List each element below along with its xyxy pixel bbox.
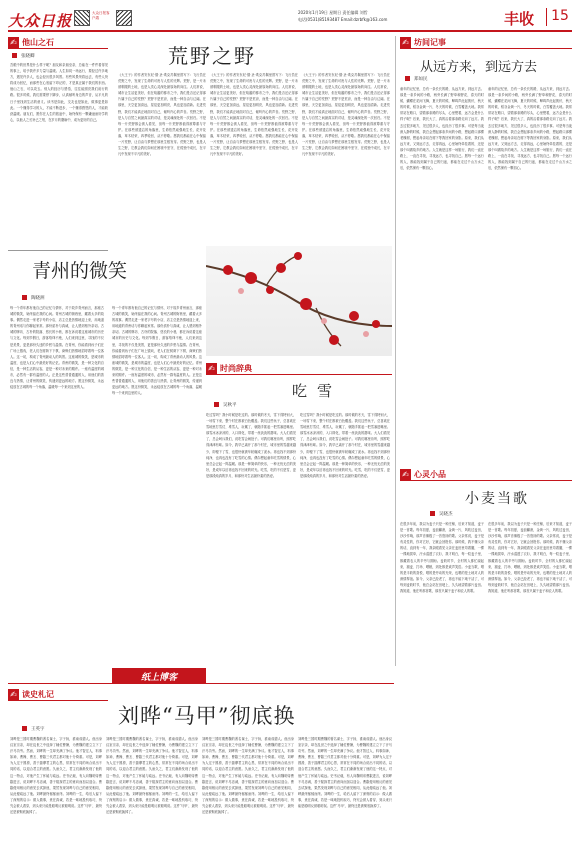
author-marker-icon	[430, 511, 435, 516]
section-label: 他山之石	[22, 37, 54, 47]
article-body-cont3: 刘晔是三国时期曹魏的著名谋士，字子扬，淮南成德人。他出身汉室宗亲，却在乱世之中选择了辅佐曹操，为曹魏的建立立下了汗马功劳。然而，刘晔的一生却充满了争议。他才智过人，料事如神，曹操、曹丕、曹叡三代君主都对他十分倚重。可是，刘晔为人过于圆滑，善于揣摩君主的心思，常常在不同的场合说出不同的话，以迎合君主的意愿。久而久之，君主们渐渐发现了他的这一特点，对他产生了怀疑与疏远。史书记载，有人向魏明帝曹叡进言，说刘晔不尽忠诚，善于窥探君主的意向而加以迎合。曹叡便用相反的意见去试探他，果然发现刘晔与自己的意见相同，从此便疏远了他。刘晔最终郁郁而终。刘晔的一生，给后人留下了深刻的启示：做人做事，贵在真诚，若是一味地投机取巧，终究会被人看穿，到头来只能是聪明反被聪明误。这件‘马甲’，最终还是被彻底换掉了。	[298, 737, 392, 809]
paper-blog-badge: 纸上博客	[112, 668, 206, 684]
feature-body-cont: 《大王子》的作者安东尼·德·圣-埃克苏佩里曾写下：飞行员在荒野之中，发现了生命的可贵与人性的光辉。荒野，是一片未被驯服的土地，也是人类心灵深处最原始的向往。人们常说，城市让生活更美好，但在喧嚣的都市之中，我们是否还记得那片属于自己的荒野？荒野不是荒凉，而是一种自由与辽阔。在那里，天空更加高远，星辰更加明亮，风也更加清新。走进荒野，我们才能真正地面对自己，倾听内心的声音。荒野之野，是人与自然之间最真实的对话，是灵魂深处的一次回归。不是每一片荒野都会被人看见，但每一片荒野都值得被尊重与守护。在那些被遗忘的角落里，生命依然顽强地生长，花开花落，草木枯荣，四季轮回，从不停歇。愿我们都能在心中保留一片荒野，让自由与梦想在那里生根发芽。荒野之野，也是人生之野，它教会我们如何在困境中坚守，在孤独中成长，在平凡中发现不平凡的美好。	[210, 73, 298, 157]
article-title: 青州的微笑	[32, 260, 128, 282]
plum-blossom-photo	[206, 246, 392, 356]
section-label: 坊间记事	[414, 37, 446, 47]
section-marker-icon: ✍	[400, 469, 411, 480]
section-marker-icon: ✍	[206, 363, 217, 374]
section-marker-icon: ✍	[8, 37, 19, 48]
essay-title: 吃雪	[292, 382, 343, 400]
section-header-dushi	[8, 688, 108, 701]
author-marker-icon	[405, 76, 410, 81]
article-body: 刘晔是三国时期曹魏的著名谋士，字子扬，淮南成德人。他出身汉室宗亲，却在乱世之中选择了辅佐曹操，为曹魏的建立立下了汗马功劳。然而，刘晔的一生却充满了争议。他才智过人，料事如神，曹操、曹丕、曹叡三代君主都对他十分倚重。可是，刘晔为人过于圆滑，善于揣摩君主的心思，常常在不同的场合说出不同的话，以迎合君主的意愿。久而久之，君主们渐渐发现了他的这一特点，对他产生了怀疑与疏远。史书记载，有人向魏明帝曹叡进言，说刘晔不尽忠诚，善于窥探君主的意向而加以迎合。曹叡便用相反的意见去试探他，果然发现刘晔与自己的意见相同，从此便疏远了他。刘晔最终郁郁而终。刘晔的一生，给后人留下了深刻的启示：做人做事，贵在真诚，若是一味地投机取巧，终究会被人看穿，到头来只能是聪明反被聪明误。这件‘马甲’，最终还是被彻底换掉了。	[10, 737, 102, 815]
section-label: 时尚辞典	[220, 363, 252, 373]
logo-subtitle: 大众日报客户端	[92, 11, 110, 20]
feature-body: 《大王子》的作者安东尼·德·圣-埃克苏佩里曾写下：飞行员在荒野之中，发现了生命的可贵与人性的光辉。荒野，是一片未被驯服的土地，也是人类心灵深处最原始的向往。人们常说，城市让生活更美好，但在喧嚣的都市之中，我们是否还记得那片属于自己的荒野？荒野不是荒凉，而是一种自由与辽阔。在那里，天空更加高远，星辰更加明亮，风也更加清新。走进荒野，我们才能真正地面对自己，倾听内心的声音。荒野之野，是人与自然之间最真实的对话，是灵魂深处的一次回归。不是每一片荒野都会被人看见，但每一片荒野都值得被尊重与守护。在那些被遗忘的角落里，生命依然顽强地生长，花开花落，草木枯荣，四季轮回，从不停歇。愿我们都能在心中保留一片荒野，让自由与梦想在那里生根发芽。荒野之野，也是人生之野，它教会我们如何在困境中坚守，在孤独中成长，在平凡中发现不平凡的美好。	[118, 73, 206, 157]
author-marker-icon	[12, 53, 17, 58]
section-header-tashan	[8, 36, 108, 49]
qr-code-icon	[74, 10, 90, 26]
header-rule	[8, 30, 572, 32]
bottom-rule	[8, 683, 394, 684]
section-label: 读史札记	[22, 689, 54, 699]
article-title: 从远方来，到远方去	[420, 60, 538, 75]
newspaper-logo: 大众日报	[8, 12, 73, 30]
article-body-cont2: 刘晔是三国时期曹魏的著名谋士，字子扬，淮南成德人。他出身汉室宗亲，却在乱世之中选择了辅佐曹操，为曹魏的建立立下了汗马功劳。然而，刘晔的一生却充满了争议。他才智过人，料事如神，曹操、曹丕、曹叡三代君主都对他十分倚重。可是，刘晔为人过于圆滑，善于揣摩君主的心思，常常在不同的场合说出不同的话，以迎合君主的意愿。久而久之，君主们渐渐发现了他的这一特点，对他产生了怀疑与疏远。史书记载，有人向魏明帝曹叡进言，说刘晔不尽忠诚，善于窥探君主的意向而加以迎合。曹叡便用相反的意见去试探他，果然发现刘晔与自己的意见相同，从此便疏远了他。刘晔最终郁郁而终。刘晔的一生，给后人留下了深刻的启示：做人做事，贵在真诚，若是一味地投机取巧，终究会被人看穿，到头来只能是聪明反被聪明误。这件‘马甲’，最终还是被彻底换掉了。	[202, 737, 294, 815]
section-marker-icon: ✍	[8, 689, 19, 700]
article-author: 张晓卿	[12, 53, 35, 59]
article-author: 吴晓杰	[430, 511, 453, 517]
essay-body: 吃过雪吗？我小时候是吃过的。那时候的冬天，雪下得特别大，一场雪下来，整个村庄都被白色覆盖。我们这些孩子，总喜欢在雪地里打雪仗、堆雪人，玩累了，就随手抓起一把雪塞进嘴里。那雪冰冰凉凉的，入口即化，带着一丝淡淡的甜味。大人们看见了，总会呵斥我们，说吃雪会闹肚子。可我们哪里肯听，照样吃得津津有味。如今，我早已离开了那个村庄，城市里的雪越来越少，即便下了雪，也很快就被车轮碾成了泥水。再也找不到那份纯净，也再也没有了吃雪的心情。偶尔想起童年吃雪的情景，心里总会泛起一阵温暖。那是一种简单的快乐，一种无忧无虑的美好，是成年以后再也找不回来的时光。吃雪，吃的不仅是雪，更是那段纯真的岁月，和那份对生活最朴素的热爱。	[206, 413, 296, 478]
author-marker-icon	[22, 726, 27, 731]
contact-line: 电话(0531)85193487 Email:dzrbfk@163.com	[298, 17, 388, 22]
article-author: 吴秋平	[214, 402, 237, 408]
section-header-xinling	[400, 468, 572, 481]
section-label: 心灵小品	[414, 469, 446, 479]
article-body-cont: 童年的记忆里，总有一条长长的路，从远方来，到远方去。那是一条乡间的小路，两旁长满了野草和野花，春天的时候，蝴蝶在花间飞舞，夏天的时候，蝉鸣声此起彼伏，秋天的时候，稻谷金黄一片，冬天的时候，白雪覆盖大地。我常常站在路口，望着那条路的尽头，心里想着，远方会是什么样子呢？后来，我长大了，真的沿着那条路走向了远方。我去过很多地方，见过很多人，也经历了很多事。可是每当夜深人静的时候，我总会想起那条乡间的小路，想起路口那棵老槐树，想起母亲站在树下等我回家的身影。原来，我们从远方来，又到远方去，走得再远，心里始终牵挂着的，还是那个叫做故乡的地方。人生就是这样一场旅行，我们一直在路上，一直在寻找，寻找远方，也寻找自己。愿每一个远行的人，都能找到属于自己的归途，都能在走过千山万水之后，依然保有一颗初心。	[488, 87, 572, 171]
divider	[8, 250, 108, 251]
article-body: 每一个青年都有他自己的记忆与情怀，对于故乡青州而言，那座古城的微笑，始终留在我的心间。青州古城的街巷里，藏着太多的故事。偶然走进一家老字号的小店，店主总是热情地迎上来，用地道的青州话与你聊起家常。那份质朴与真诚，让人感到格外亲切。古城的牌坊、古朴的院落、悠长的小巷，都在诉说着这座城市的历史与文化。每到节假日，游客络绎不绝，人们来到这里，寻找的不仅是美景，更是那份久违的乡愁与温情。在青州，你能看到孩子们在广场上嬉戏，老人们在树荫下下棋，商贩们热情地招呼着每一位客人。这一切，构成了青州最动人的风景。这座城的微笑，是城市的温度，也是人们心中最美好的记忆。青州的微笑，是一种文化的自信，是一种生活的从容，更是一种对未来的期许。一座有温度的城市，必然有一群有温度的人。正是这些普普通通的人，用他们的善良与热情，让青州的微笑，传递到更远的地方。愿这份微笑，永远绽放在古城的每一个角落，温暖每一个来到这里的人。	[10, 306, 104, 390]
qr-code-icon-2	[116, 10, 132, 26]
author-marker-icon	[214, 402, 219, 407]
section-header-fangjian	[400, 36, 572, 49]
article-body-cont: 每一个青年都有他自己的记忆与情怀，对于故乡青州而言，那座古城的微笑，始终留在我的心间。青州古城的街巷里，藏着太多的故事。偶然走进一家老字号的小店，店主总是热情地迎上来，用地道的青州话与你聊起家常。那份质朴与真诚，让人感到格外亲切。古城的牌坊、古朴的院落、悠长的小巷，都在诉说着这座城市的历史与文化。每到节假日，游客络绎不绝，人们来到这里，寻找的不仅是美景，更是那份久违的乡愁与温情。在青州，你能看到孩子们在广场上嬉戏，老人们在树荫下下棋，商贩们热情地招呼着每一位客人。这一切，构成了青州最动人的风景。这座城的微笑，是城市的温度，也是人们心中最美好的记忆。青州的微笑，是一种文化的自信，是一种生活的从容，更是一种对未来的期许。一座有温度的城市，必然有一群有温度的人。正是这些普普通通的人，用他们的善良与热情，让青州的微笑，传递到更远的地方。愿这份微笑，永远绽放在古城的每一个角落，温暖每一个来到这里的人。	[112, 306, 202, 396]
plum-branch-illustration	[206, 246, 392, 356]
column-divider	[395, 36, 396, 666]
author-marker-icon	[22, 295, 27, 300]
article-author: 王英宇	[22, 726, 45, 732]
article-body: 童年的记忆里，总有一条长长的路，从远方来，到远方去。那是一条乡间的小路，两旁长满了野草和野花，春天的时候，蝴蝶在花间飞舞，夏天的时候，蝉鸣声此起彼伏，秋天的时候，稻谷金黄一片，冬天的时候，白雪覆盖大地。我常常站在路口，望着那条路的尽头，心里想着，远方会是什么样子呢？后来，我长大了，真的沿着那条路走向了远方。我去过很多地方，见过很多人，也经历了很多事。可是每当夜深人静的时候，我总会想起那条乡间的小路，想起路口那棵老槐树，想起母亲站在树下等我回家的身影。原来，我们从远方来，又到远方去，走得再远，心里始终牵挂着的，还是那个叫做故乡的地方。人生就是这样一场旅行，我们一直在路上，一直在寻找，寻找远方，也寻找自己。愿每一个远行的人，都能找到属于自己的归途，都能在走过千山万水之后，依然保有一颗初心。	[400, 87, 484, 171]
page-number: 15	[546, 8, 573, 26]
article-body-cont: 刘晔是三国时期曹魏的著名谋士，字子扬，淮南成德人。他出身汉室宗亲，却在乱世之中选择了辅佐曹操，为曹魏的建立立下了汗马功劳。然而，刘晔的一生却充满了争议。他才智过人，料事如神，曹操、曹丕、曹叡三代君主都对他十分倚重。可是，刘晔为人过于圆滑，善于揣摩君主的心思，常常在不同的场合说出不同的话，以迎合君主的意愿。久而久之，君主们渐渐发现了他的这一特点，对他产生了怀疑与疏远。史书记载，有人向魏明帝曹叡进言，说刘晔不尽忠诚，善于窥探君主的意向而加以迎合。曹叡便用相反的意见去试探他，果然发现刘晔与自己的意见相同，从此便疏远了他。刘晔最终郁郁而终。刘晔的一生，给后人留下了深刻的启示：做人做事，贵在真诚，若是一味地投机取巧，终究会被人看穿，到头来只能是聪明反被聪明误。这件‘马甲’，最终还是被彻底换掉了。	[106, 737, 198, 815]
article-body-cont: 在很多年前，我以为麦子只是一种庄稼，后来才知道，麦子是一首歌。每年初夏，麦浪翻滚，金黄一片，风吹过麦田，沙沙作响，那声音像极了一首悠扬的歌。父亲常说，麦子是有灵性的，你对它好，它就会回报你。那时候，我不懂父亲的话，直到有一年，我亲眼看见父亲在麦田里弯着腰，一棵一棵地拔草，汗水湿透了衣衫，我才明白，每一粒麦子里，都藏着农人的辛劳与期盼。麦收时节，全村的人都忙碌起来，割麦、打场、晒粮，到处都是欢声笑语。小麦当歌，唱的是丰收的喜悦，唱的是劳动的光荣，也唱的是土地对人的深情厚谊。如今，父亲已经老了，再也不能下地干活了，可每到麦收时节，他总会站在田埂上，久久地望着那片麦田。我知道，他在听那首歌，那首只属于麦子和农人的歌。	[488, 522, 572, 594]
section-marker-icon: ✍	[400, 37, 411, 48]
essay-body-cont: 吃过雪吗？我小时候是吃过的。那时候的冬天，雪下得特别大，一场雪下来，整个村庄都被白色覆盖。我们这些孩子，总喜欢在雪地里打雪仗、堆雪人，玩累了，就随手抓起一把雪塞进嘴里。那雪冰冰凉凉的，入口即化，带着一丝淡淡的甜味。大人们看见了，总会呵斥我们，说吃雪会闹肚子。可我们哪里肯听，照样吃得津津有味。如今，我早已离开了那个村庄，城市里的雪越来越少，即便下了雪，也很快就被车轮碾成了泥水。再也找不到那份纯净，也再也没有了吃雪的心情。偶尔想起童年吃雪的情景，心里总会泛起一阵温暖。那是一种简单的快乐，一种无忧无虑的美好，是成年以后再也找不回来的时光。吃雪，吃的不仅是雪，更是那段纯真的岁月，和那份对生活最朴素的热爱。	[300, 413, 390, 478]
section-name: 丰收	[504, 10, 535, 28]
date-line: 2020年1月19日 星期日 责任编辑 刘哲	[298, 10, 368, 15]
article-author: 陶晓洲	[22, 295, 45, 301]
feature-title: 荒野之野	[168, 44, 256, 68]
article-author: 郑如民	[405, 76, 428, 82]
article-title: 小麦当歌	[465, 491, 529, 507]
article-body: 在很多年前，我以为麦子只是一种庄稼，后来才知道，麦子是一首歌。每年初夏，麦浪翻滚，金黄一片，风吹过麦田，沙沙作响，那声音像极了一首悠扬的歌。父亲常说，麦子是有灵性的，你对它好，它就会回报你。那时候，我不懂父亲的话，直到有一年，我亲眼看见父亲在麦田里弯着腰，一棵一棵地拔草，汗水湿透了衣衫，我才明白，每一粒麦子里，都藏着农人的辛劳与期盼。麦收时节，全村的人都忙碌起来，割麦、打场、晒粮，到处都是欢声笑语。小麦当歌，唱的是丰收的喜悦，唱的是劳动的光荣，也唱的是土地对人的深情厚谊。如今，父亲已经老了，再也不能下地干活了，可每到麦收时节，他总会站在田埂上，久久地望着那片麦田。我知道，他在听那首歌，那首只属于麦子和农人的歌。	[400, 522, 484, 594]
masthead	[8, 8, 572, 30]
feature-body-cont2: 《大王子》的作者安东尼·德·圣-埃克苏佩里曾写下：飞行员在荒野之中，发现了生命的可贵与人性的光辉。荒野，是一片未被驯服的土地，也是人类心灵深处最原始的向往。人们常说，城市让生活更美好，但在喧嚣的都市之中，我们是否还记得那片属于自己的荒野？荒野不是荒凉，而是一种自由与辽阔。在那里，天空更加高远，星辰更加明亮，风也更加清新。走进荒野，我们才能真正地面对自己，倾听内心的声音。荒野之野，是人与自然之间最真实的对话，是灵魂深处的一次回归。不是每一片荒野都会被人看见，但每一片荒野都值得被尊重与守护。在那些被遗忘的角落里，生命依然顽强地生长，花开花落，草木枯荣，四季轮回，从不停歇。愿我们都能在心中保留一片荒野，让自由与梦想在那里生根发芽。荒野之野，也是人生之野，它教会我们如何在困境中坚守，在孤独中成长，在平凡中发现不平凡的美好。	[302, 73, 390, 157]
article-title: 刘晔“马甲”彻底换	[118, 704, 296, 728]
section-header-shishang	[206, 362, 392, 375]
article-body: 吾眼中的世界是什么样子呢？朋友和亲朋至亲，总能在一件件看得见的事上，给予我许多力量与温暖。人生如同一场远行，要经过许多地方，遇见许多人，也会经历很多风景。有些风景终将远去，有些人终将成为回忆，而那些在心底留下印记的，才是真正属于我们的东西。他山之石，可以攻玉。别人的经历与感悟，往往能照亮我们前行的路。很多时候，我们需要停下脚步，认真倾听身边的声音，从平凡的日子里找到生活的意义。读书是如此，交友也是如此，做事更是如此。一个懂得学习的人，才能不断进步，一个懂得感恩的人，才能收获温暖。朋友们，愿你在人生的旅途中，始终保有一颗谦逊而好学的心，以他人之长补己之短，在岁月的磨砺中，成为更好的自己。	[10, 63, 108, 122]
